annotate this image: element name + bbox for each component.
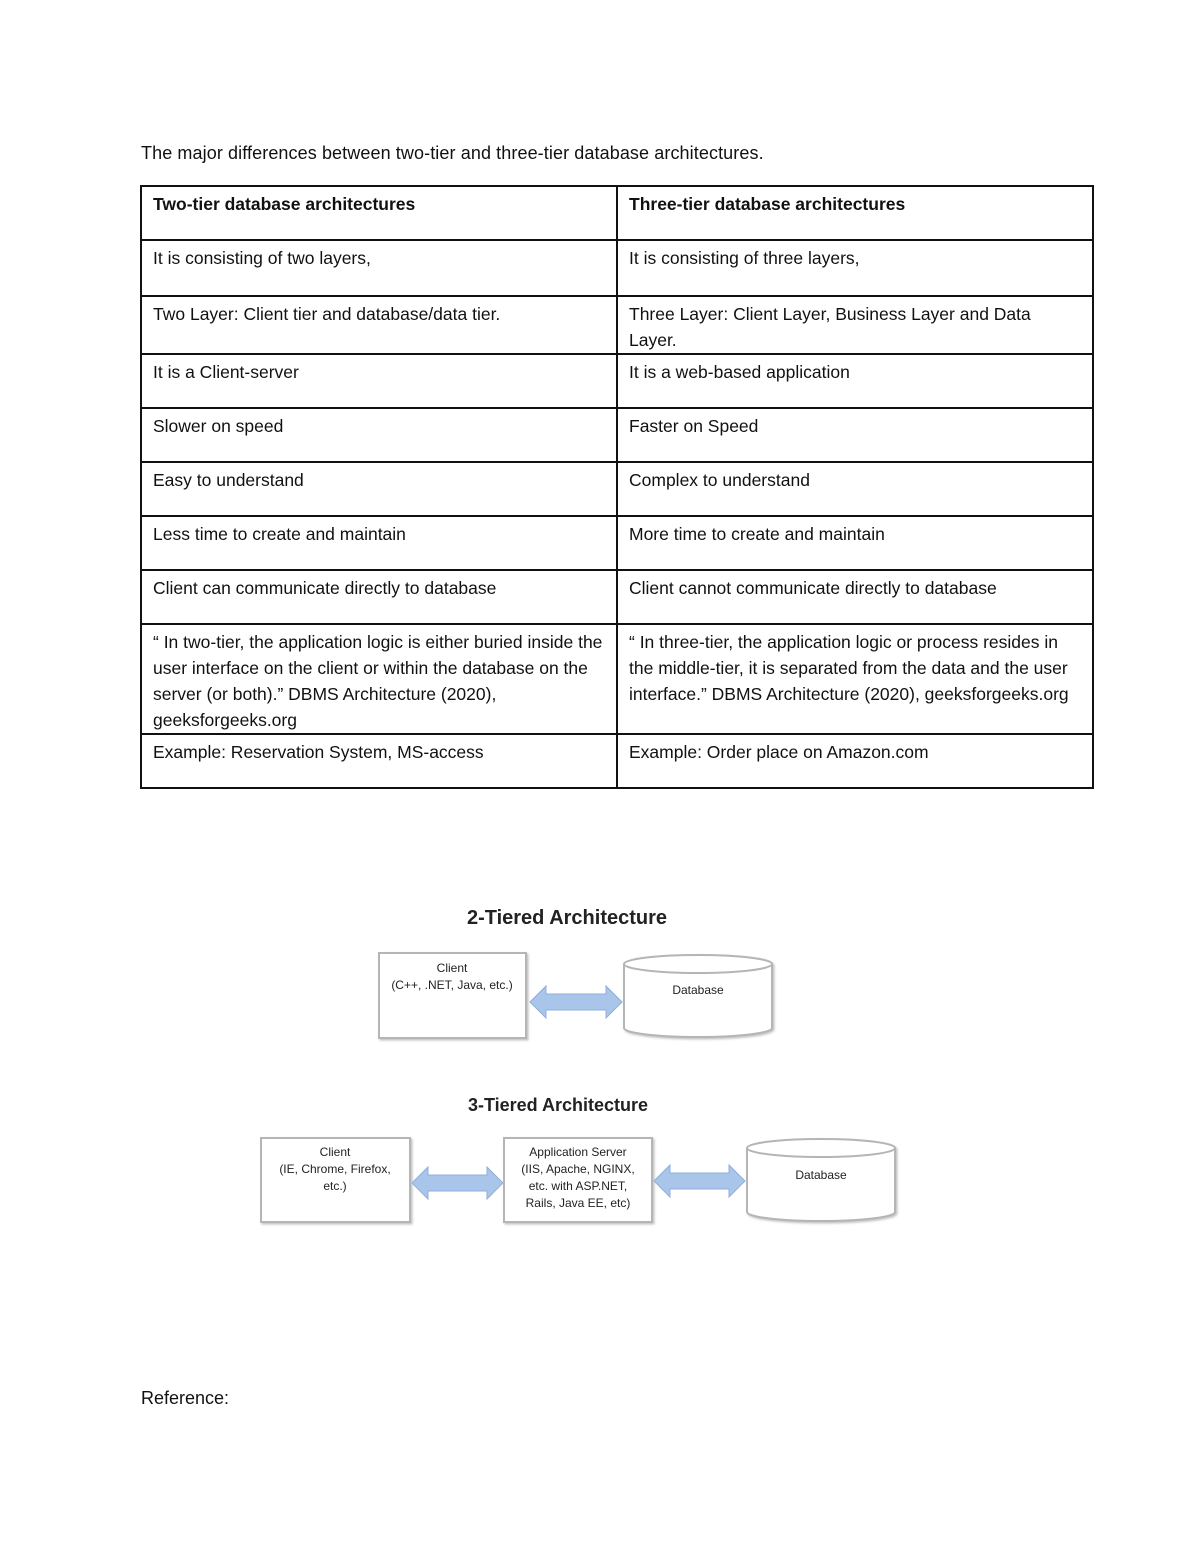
cell-two-tier: Less time to create and maintain (141, 516, 617, 570)
cell-three-tier: It is consisting of three layers, (617, 240, 1093, 296)
cell-three-tier: Client cannot communicate directly to database (617, 570, 1093, 624)
table-row (141, 240, 1093, 296)
header-three-tier: Three-tier database architectures (617, 186, 1093, 240)
diagram2-database-label: Database (672, 983, 724, 997)
cell-two-tier: Example: Reservation System, MS-access (141, 734, 617, 788)
cell-two-tier: Easy to understand (141, 462, 617, 516)
cell-three-tier: Three Layer: Client Layer, Business Layer and Data Layer. (617, 296, 1093, 354)
diagram3-app-tech-2: etc. with ASP.NET, (528, 1179, 628, 1193)
cell-three-tier: Faster on Speed (617, 408, 1093, 462)
cell-two-tier: Two Layer: Client tier and database/data tier. (141, 296, 617, 354)
diagram3-arrow-left-icon (412, 1167, 503, 1199)
table-row (141, 570, 1093, 624)
cell-two-tier: It is a Client-server (141, 354, 617, 408)
diagram3-title: 3-Tiered Architecture (467, 1095, 649, 1115)
cell-three-tier: Example: Order place on Amazon.com (617, 734, 1093, 788)
table-row (141, 624, 1093, 734)
table-row (141, 354, 1093, 408)
table-row (141, 462, 1093, 516)
diagram3-arrow-right-icon (654, 1165, 745, 1197)
table-row (141, 734, 1093, 788)
cell-three-tier: More time to create and maintain (617, 516, 1093, 570)
header-two-tier: Two-tier database architectures (141, 186, 617, 240)
diagram3-client-label: Client (319, 1145, 351, 1159)
table-row (141, 516, 1093, 570)
cell-two-tier: Client can communicate directly to database (141, 570, 617, 624)
reference-label: Reference: (141, 1388, 230, 1408)
cell-two-tier: It is consisting of two layers, (141, 240, 617, 296)
diagram2-title: 2-Tiered Architecture (466, 907, 668, 929)
cell-three-tier: It is a web-based application (617, 354, 1093, 408)
cell-three-tier: “ In three-tier, the application logic or process resides in the middle-tier, it is separated from the data and the user interface.” DBMS Architecture (2020), geeksforgeeks.org (617, 624, 1093, 734)
table-row (141, 408, 1093, 462)
diagram2-client-tech: (C++, .NET, Java, etc.) (391, 978, 513, 992)
cell-two-tier: “ In two-tier, the application logic is either buried inside the user interface on the client or within the database on the server (or both).” DBMS Architecture (2020), geeksforgeeks.org (141, 624, 617, 734)
diagram3-client-tech: (IE, Chrome, Firefox, (279, 1162, 391, 1176)
diagram2-client-label: Client (436, 961, 468, 975)
diagram3-database-label: Database (795, 1168, 847, 1182)
comparison-table (140, 185, 1094, 789)
diagram3-app-tech-1: (IIS, Apache, NGINX, (521, 1162, 635, 1176)
cell-three-tier: Complex to understand (617, 462, 1093, 516)
table-header-row (141, 186, 1093, 240)
diagram3-app-tech-3: Rails, Java EE, etc) (525, 1196, 631, 1210)
architecture-diagrams (0, 890, 1200, 1250)
table-row (141, 296, 1093, 354)
diagram2-arrow-icon (530, 986, 622, 1018)
intro-text: The major differences between two-tier and three-tier database architectures. (141, 143, 764, 163)
diagram3-app-label: Application Server (529, 1145, 627, 1159)
diagram3-client-tech-cont: etc.) (323, 1179, 347, 1193)
cell-two-tier: Slower on speed (141, 408, 617, 462)
